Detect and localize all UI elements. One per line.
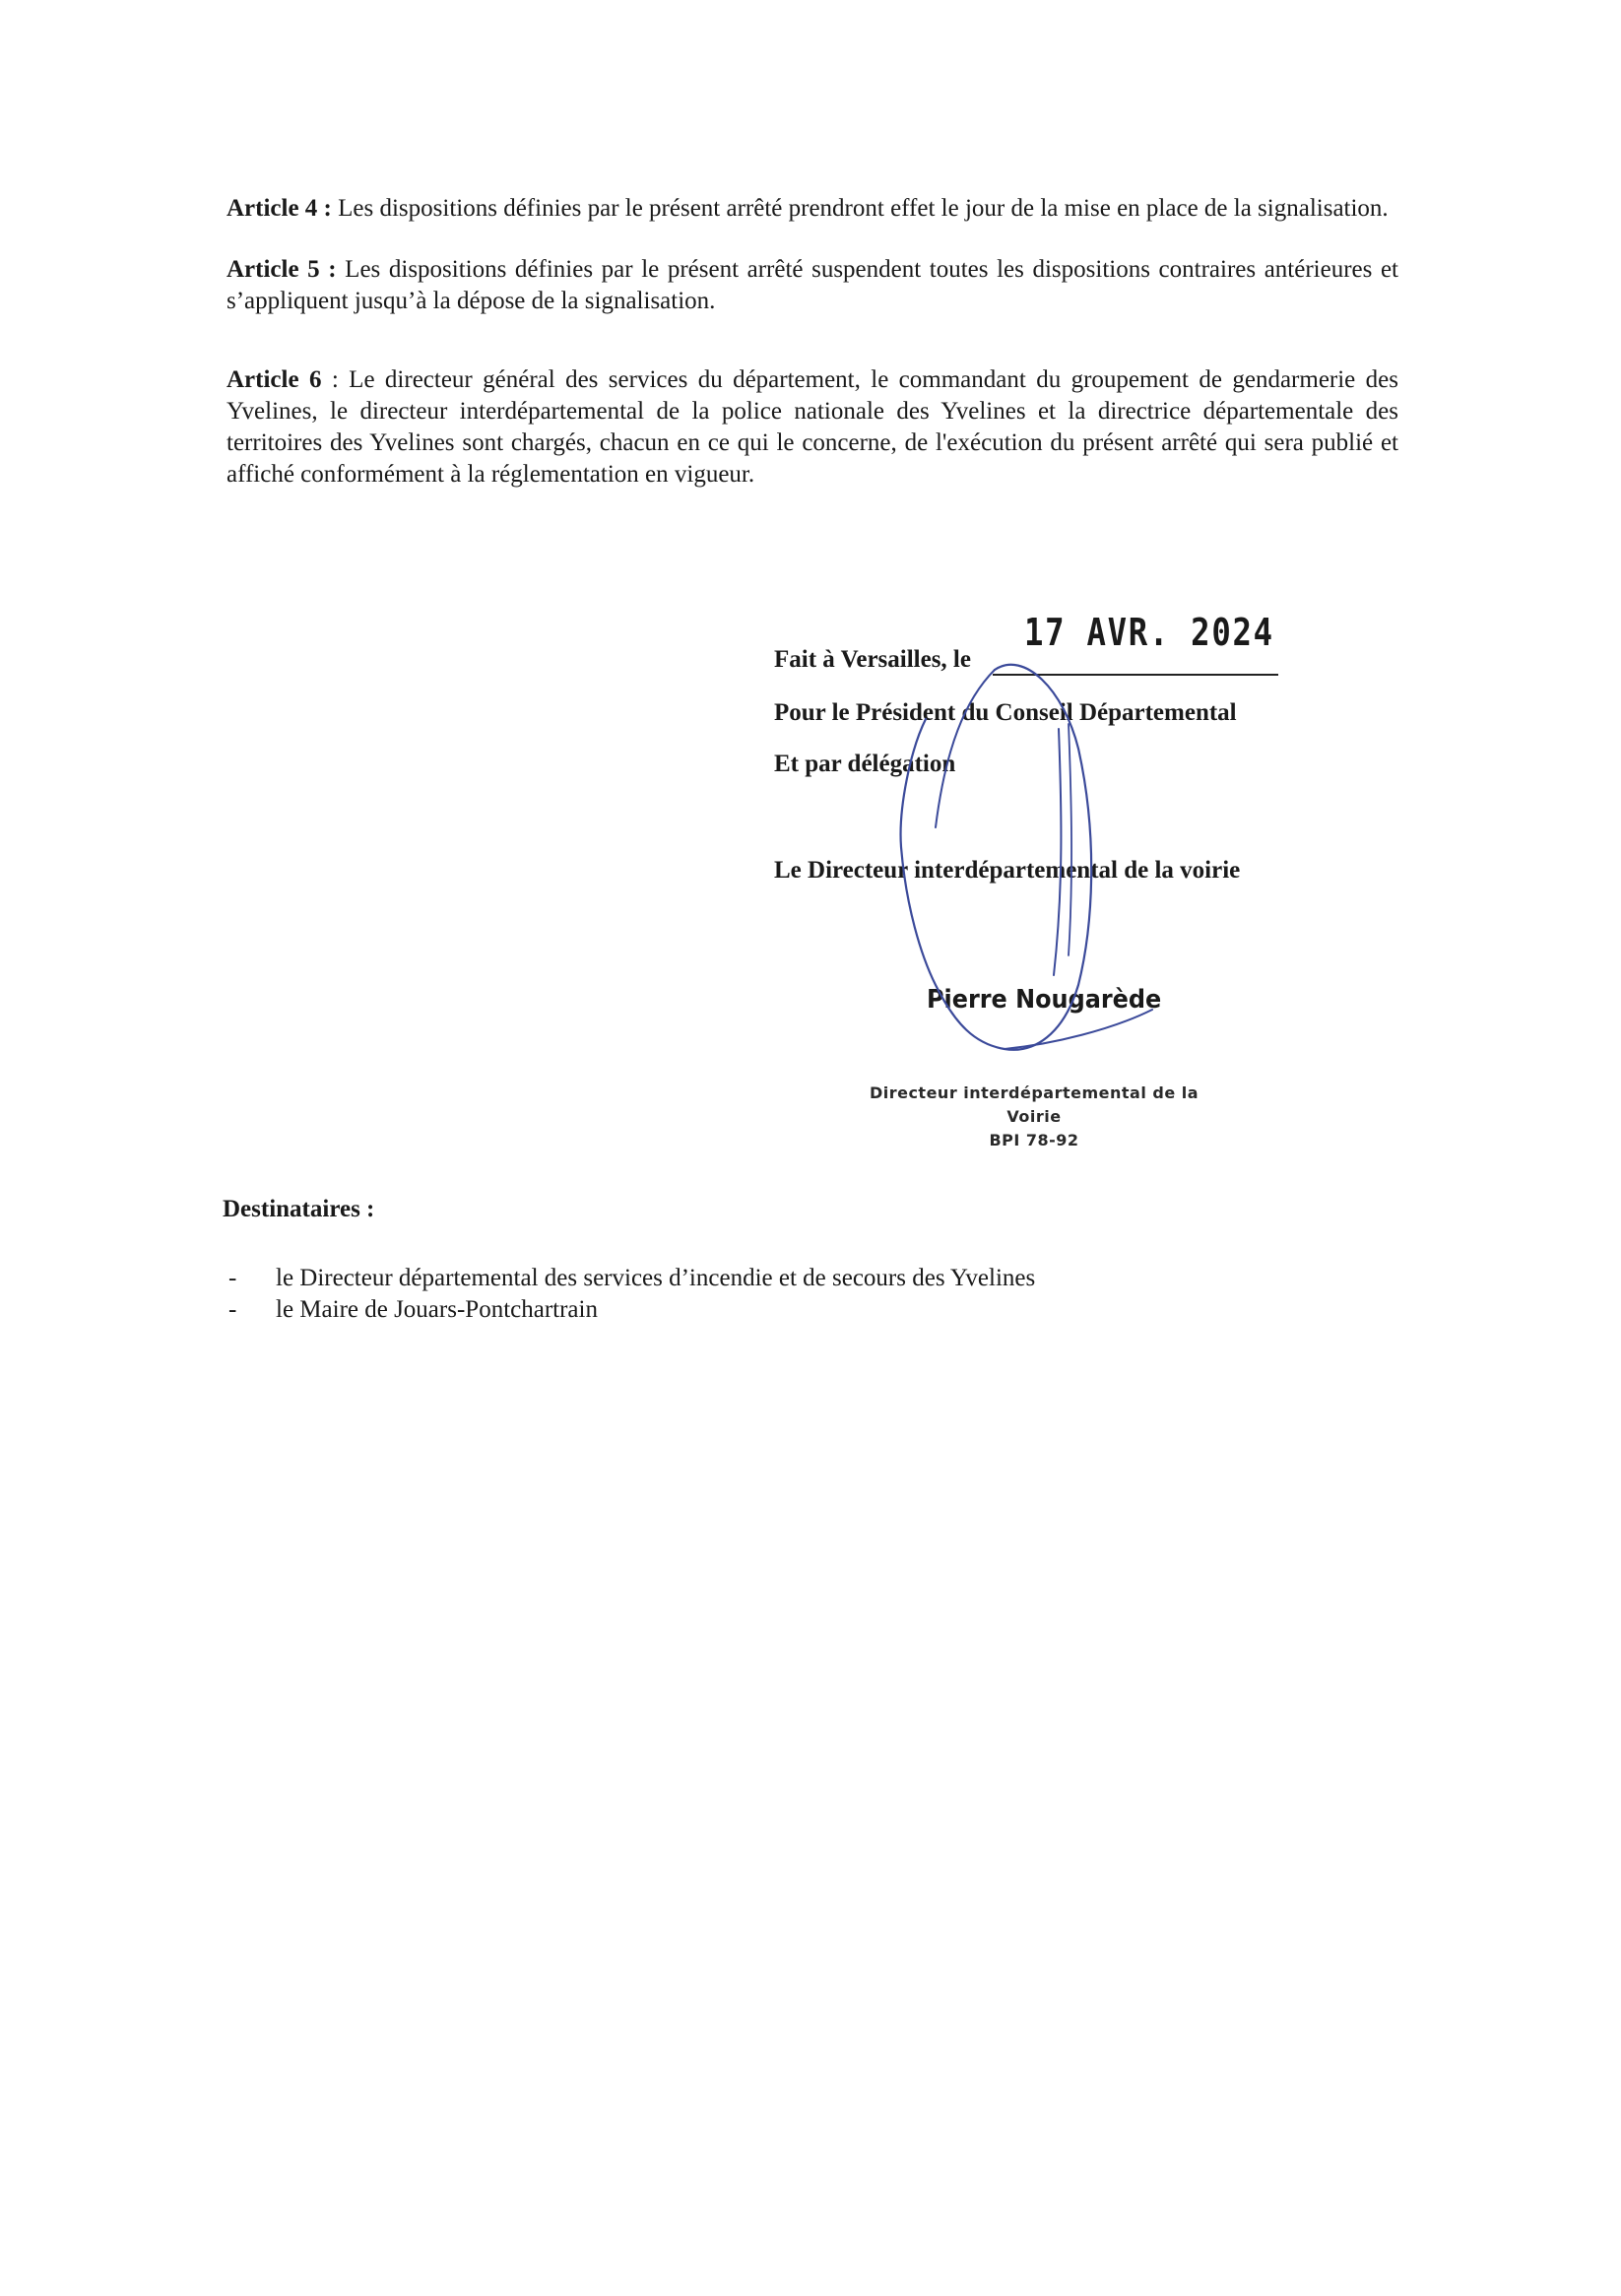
recipients-title: Destinataires : bbox=[223, 1196, 375, 1222]
recipients-section bbox=[223, 1196, 1035, 1326]
recipient-text: le Maire de Jouars-Pontchartrain bbox=[276, 1296, 598, 1323]
recipient-text: le Directeur départemental des services d’incendie et de secours des Yvelines bbox=[276, 1265, 1036, 1291]
articles-section bbox=[227, 193, 1398, 520]
article-text: : Le directeur général des services du département, le commandant du groupement de gendarmerie des Yvelines, le directeur interdépartemental de la police nationale des Yvelines et la directrice départementale des territoires des Yvelines sont chargés, chacun en ce qui le concerne, de l'exécution du présent arrêté qui sera publié et affiché conformément à la réglementation en vigueur. bbox=[227, 366, 1398, 488]
date-stamp: 17 AVR. 2024 bbox=[1024, 611, 1274, 654]
article-6 bbox=[227, 364, 1398, 491]
list-item bbox=[223, 1263, 1035, 1294]
signatory-title: Le Directeur interdépartemental de la voirie bbox=[774, 857, 1241, 884]
article-label: Article 6 bbox=[227, 366, 322, 393]
delegation-line: Et par délégation bbox=[774, 751, 956, 777]
director-stamp-line-2: BPI 78-92 bbox=[989, 1131, 1079, 1149]
dash-bullet-icon: - bbox=[228, 1296, 237, 1323]
for-president-line: Pour le Président du Conseil Départemental bbox=[774, 699, 1237, 726]
article-text: Les dispositions définies par le présent arrêté suspendent toutes les dispositions contraires antérieures et s’appliquent jusqu’à la dépose de la signalisation. bbox=[227, 256, 1398, 314]
article-4 bbox=[227, 193, 1398, 225]
article-label: Article 4 : bbox=[227, 195, 332, 222]
article-label: Article 5 : bbox=[227, 256, 337, 283]
director-stamp bbox=[857, 1082, 1211, 1152]
signatory-name: Pierre Nougarède bbox=[927, 985, 1162, 1015]
director-stamp-line-1: Directeur interdépartemental de la Voirie bbox=[869, 1083, 1200, 1126]
place-line: Fait à Versailles, le bbox=[774, 646, 971, 673]
dash-bullet-icon: - bbox=[228, 1265, 237, 1291]
article-5 bbox=[227, 254, 1398, 317]
list-item bbox=[223, 1294, 1035, 1326]
article-text: Les dispositions définies par le présent arrêté prendront effet le jour de la mise en place de la signalisation. bbox=[331, 195, 1389, 222]
handwritten-signature bbox=[867, 630, 1221, 1064]
recipients-list bbox=[223, 1263, 1035, 1326]
